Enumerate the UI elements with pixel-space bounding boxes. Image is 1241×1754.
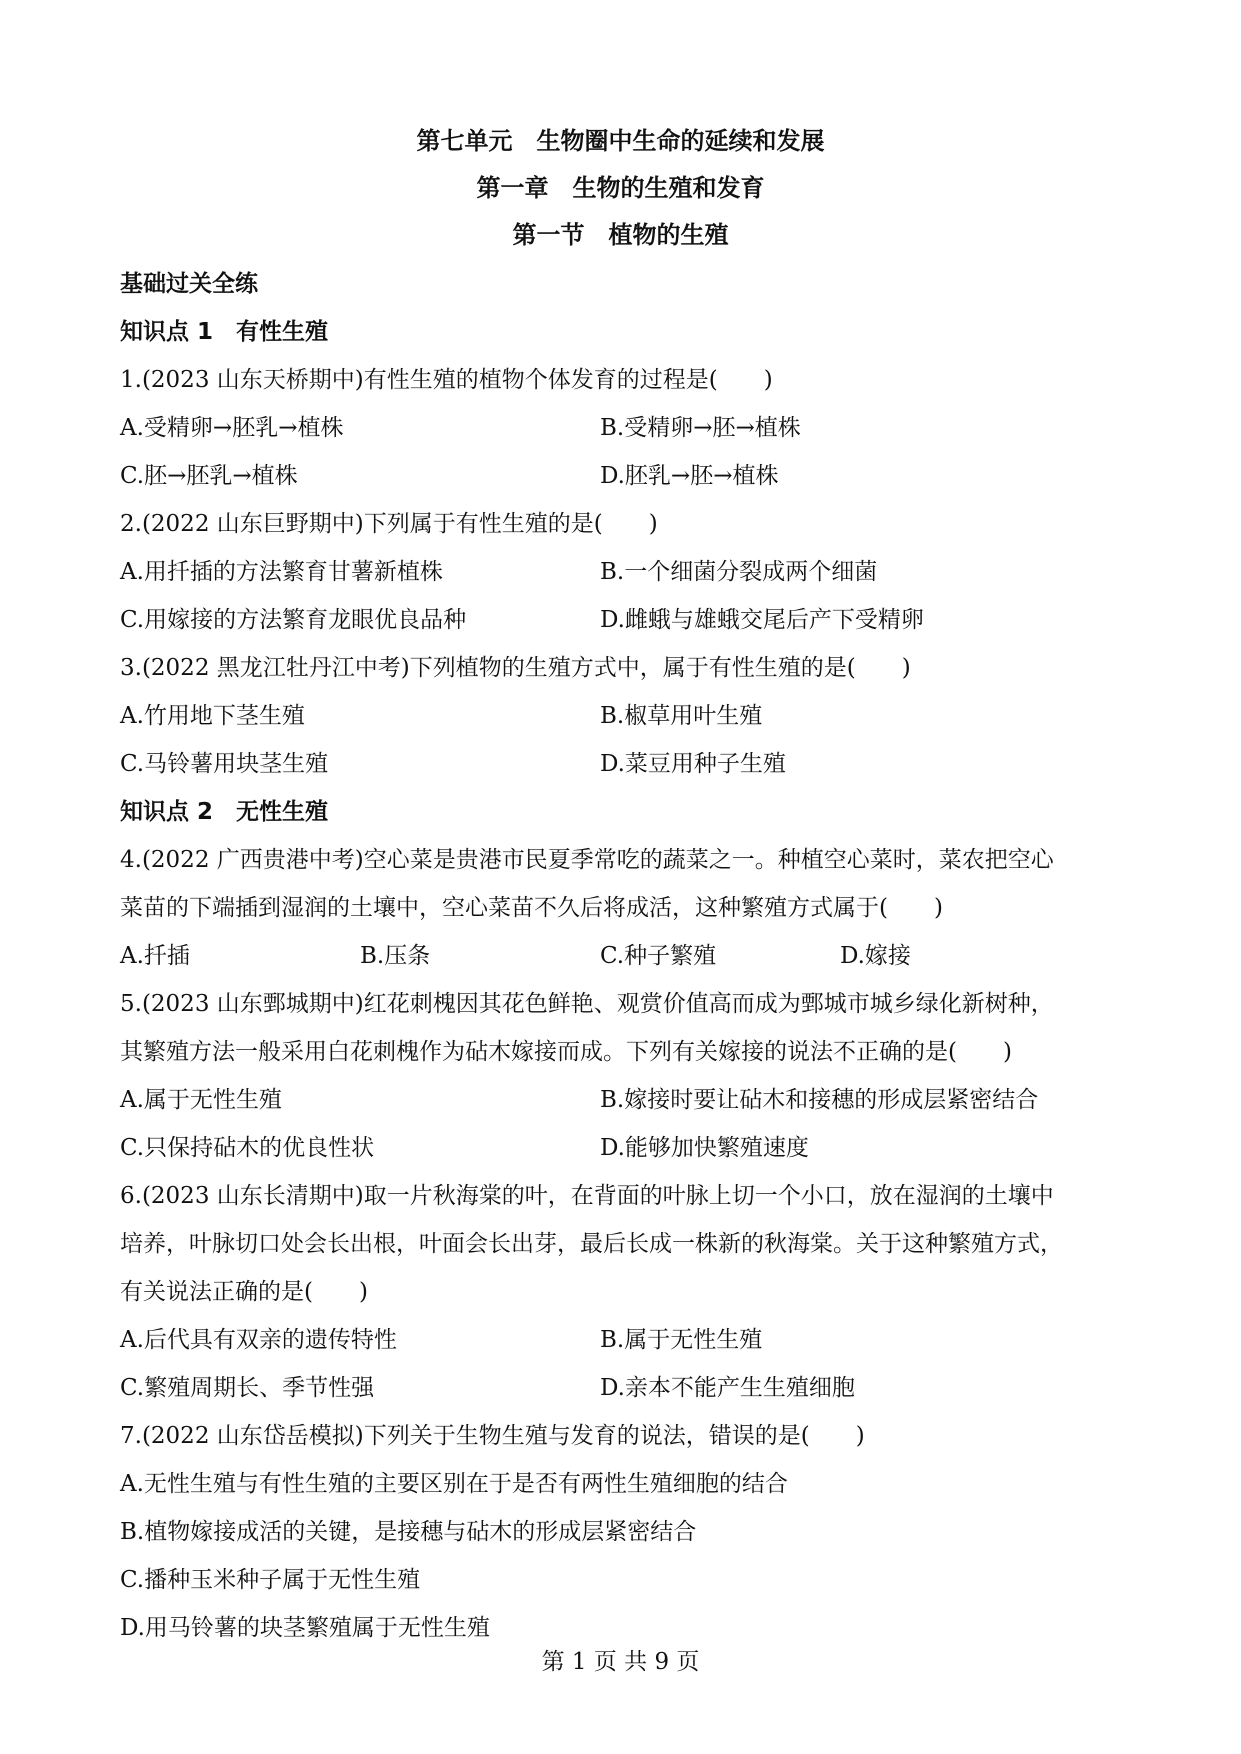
question-5-option-a: A.属于无性生殖	[120, 1087, 282, 1113]
question-4-option-d: D.嫁接	[840, 943, 911, 969]
question-3-stem: 3.(2022 黑龙江牡丹江中考)下列植物的生殖方式中，属于有性生殖的是( )	[120, 655, 911, 681]
question-6-stem-line-2: 培养，叶脉切口处会长出根，叶面会长出芽，最后长成一株新的秋海棠。关于这种繁殖方式，	[120, 1231, 1063, 1257]
question-6-options-row	[120, 1364, 1130, 1412]
question-4-stem-line-2: 菜苗的下端插到湿润的土壤中，空心菜苗不久后将成活，这种繁殖方式属于( )	[120, 895, 943, 921]
question-1-option-c: C.胚→胚乳→植株	[120, 463, 298, 489]
question-4-stem-line-1: 4.(2022 广西贵港中考)空心菜是贵港市民夏季常吃的蔬菜之一。种植空心菜时，菜农把空心	[120, 847, 1054, 873]
question-2-option-b: B.一个细菌分裂成两个细菌	[600, 559, 878, 585]
question-4-option-b: B.压条	[360, 943, 431, 969]
question-7-option-a: A.无性生殖与有性生殖的主要区别在于是否有两性生殖细胞的结合	[120, 1471, 788, 1497]
question-5-option-d: D.能够加快繁殖速度	[600, 1135, 809, 1161]
question-5-options-row	[120, 1124, 1130, 1172]
question-6-option-a: A.后代具有双亲的遗传特性	[120, 1327, 397, 1353]
question-4-options-row	[120, 932, 1130, 980]
question-6-stem-line-3: 有关说法正确的是( )	[120, 1279, 368, 1305]
exercise-content	[120, 260, 1130, 1652]
question-4-option-a: A.扦插	[120, 943, 190, 969]
question-6-option-b: B.属于无性生殖	[600, 1327, 763, 1353]
practice-heading: 基础过关全练	[120, 271, 258, 297]
question-1-options-row	[120, 404, 1130, 452]
question-7-option-d: D.用马铃薯的块茎繁殖属于无性生殖	[120, 1615, 490, 1641]
question-3-options-row	[120, 740, 1130, 788]
question-1-options-row	[120, 452, 1130, 500]
question-2-option-d: D.雌蛾与雄蛾交尾后产下受精卵	[600, 607, 924, 633]
question-3-option-c: C.马铃薯用块茎生殖	[120, 751, 329, 777]
question-5-options-row	[120, 1076, 1130, 1124]
question-5-stem-line-2: 其繁殖方法一般采用白花刺槐作为砧木嫁接而成。下列有关嫁接的说法不正确的是( )	[120, 1039, 1012, 1065]
question-7-option-c: C.播种玉米种子属于无性生殖	[120, 1567, 421, 1593]
question-5-option-b: B.嫁接时要让砧木和接穗的形成层紧密结合	[600, 1087, 1039, 1113]
unit-title: 第七单元 生物圈中生命的延续和发展	[416, 127, 825, 155]
question-1-option-d: D.胚乳→胚→植株	[600, 463, 779, 489]
page-footer: 第 1 页 共 9 页	[541, 1649, 700, 1675]
question-7-stem: 7.(2022 山东岱岳模拟)下列关于生物生殖与发育的说法，错误的是( )	[120, 1423, 865, 1449]
question-4-option-c: C.种子繁殖	[600, 943, 717, 969]
question-1-stem: 1.(2023 山东天桥期中)有性生殖的植物个体发育的过程是( )	[120, 367, 773, 393]
question-5-option-c: C.只保持砧木的优良性状	[120, 1135, 375, 1161]
chapter-title: 第一章 生物的生殖和发育	[476, 174, 765, 202]
question-2-option-c: C.用嫁接的方法繁育龙眼优良品种	[120, 607, 467, 633]
question-6-stem-line-1: 6.(2023 山东长清期中)取一片秋海棠的叶，在背面的叶脉上切一个小口，放在湿润的土壤中	[120, 1183, 1054, 1209]
question-3-options-row	[120, 692, 1130, 740]
question-3-option-d: D.菜豆用种子生殖	[600, 751, 786, 777]
question-1-option-b: B.受精卵→胚→植株	[600, 415, 801, 441]
question-6-option-d: D.亲本不能产生生殖细胞	[600, 1375, 855, 1401]
knowledge-point-1: 知识点 1 有性生殖	[120, 319, 329, 345]
knowledge-point-2: 知识点 2 无性生殖	[120, 799, 329, 825]
question-6-options-row	[120, 1316, 1130, 1364]
question-5-stem-line-1: 5.(2023 山东鄄城期中)红花刺槐因其花色鲜艳、观赏价值高而成为鄄城市城乡绿化新树种，	[120, 991, 1054, 1017]
question-1-option-a: A.受精卵→胚乳→植株	[120, 415, 344, 441]
question-2-option-a: A.用扦插的方法繁育甘薯新植株	[120, 559, 443, 585]
question-6-option-c: C.繁殖周期长、季节性强	[120, 1375, 375, 1401]
question-2-options-row	[120, 548, 1130, 596]
section-title: 第一节 植物的生殖	[512, 221, 729, 249]
question-2-options-row	[120, 596, 1130, 644]
question-3-option-a: A.竹用地下茎生殖	[120, 703, 305, 729]
question-2-stem: 2.(2022 山东巨野期中)下列属于有性生殖的是( )	[120, 511, 658, 537]
question-7-option-b: B.植物嫁接成活的关键，是接穗与砧木的形成层紧密结合	[120, 1519, 697, 1545]
question-3-option-b: B.椒草用叶生殖	[600, 703, 763, 729]
